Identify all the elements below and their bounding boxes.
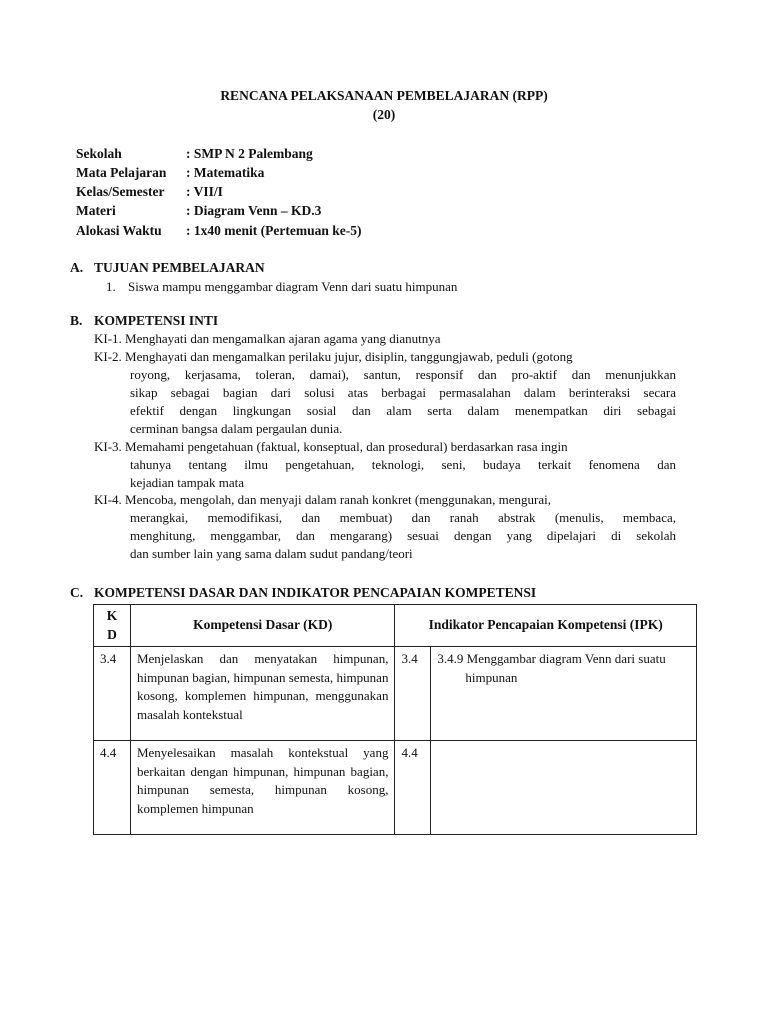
section-number: B.	[70, 313, 83, 328]
ki-3-first-line: KI-3. Memahami pengetahuan (faktual, konseptual, dan prosedural) berdasarkan rasa ingin	[94, 439, 568, 454]
table-header-row	[94, 605, 697, 647]
table-row	[94, 647, 697, 741]
info-value: : Diagram Venn – KD.3	[186, 203, 322, 218]
info-value: : Matematika	[186, 165, 265, 180]
section-title: KOMPETENSI DASAR DAN INDIKATOR PENCAPAIAN KOMPETENSI	[94, 585, 537, 600]
document-title: RENCANA PELAKSANAAN PEMBELAJARAN (RPP)	[220, 88, 548, 103]
header-ipk: Indikator Pencapaian Kompetensi (IPK)	[395, 605, 697, 647]
ki-1: KI-1. Menghayati dan mengamalkan ajaran agama yang dianutnya	[94, 331, 441, 346]
ki-4-line: menghitung, menggambar, dan mengarang) sesuai dengan yang dipelajari di sekolah	[130, 528, 676, 543]
info-value: : 1x40 menit (Pertemuan ke-5)	[186, 223, 362, 238]
list-text: Siswa mampu menggambar diagram Venn dari suatu himpunan	[128, 279, 458, 294]
ki-2-first-line: KI-2. Menghayati dan mengamalkan perilaku jujur, disiplin, tanggungjawab, peduli (gotong	[94, 349, 573, 364]
section-number: A.	[70, 260, 84, 275]
ipk-text: 3.4.9 Menggambar diagram Venn dari suatu himpunan	[437, 651, 666, 685]
info-value: : VII/I	[186, 184, 223, 199]
info-value: : SMP N 2 Palembang	[186, 146, 313, 161]
info-label: Materi	[76, 203, 116, 218]
section-c-heading	[70, 585, 536, 601]
ki-2-line: cerminan bangsa dalam pergaulan dunia.	[130, 421, 343, 436]
section-a-heading	[70, 260, 265, 276]
kd-ipk-table	[93, 604, 697, 835]
section-b-heading	[70, 313, 218, 329]
cell-ipk	[431, 741, 697, 835]
ki-4-first-line: KI-4. Mencoba, mengolah, dan menyaji dalam ranah konkret (menggunakan, mengurai,	[94, 492, 552, 507]
ki-2-line: sikap sebagai bagian dari solusi atas berbagai permasalahan dalam berinteraksi secara	[130, 385, 676, 400]
section-number: C.	[70, 585, 84, 600]
cell-kd-description: Menyelesaikan masalah kontekstual yang berkaitan dengan himpunan, himpunan bagian, himpunan semesta, himpunan kosong, komplemen himpunan	[130, 741, 394, 835]
table-row	[94, 741, 697, 835]
cell-ipk-kd: 3.4	[395, 647, 431, 741]
section-title: TUJUAN PEMBELAJARAN	[94, 260, 265, 275]
ki-2-line: royong, kerjasama, toleran, damai), santun, responsif dan pro-aktif dan menunjukkan	[130, 367, 676, 382]
info-label: Kelas/Semester	[76, 184, 165, 199]
ki-4-line: dan sumber lain yang sama dalam sudut pandang/teori	[130, 546, 413, 561]
cell-ipk	[431, 647, 697, 741]
header-kd-letter: K	[106, 608, 118, 623]
header-kd-letter: D	[107, 626, 117, 642]
header-kompetensi-dasar: Kompetensi Dasar (KD)	[130, 605, 394, 647]
info-label: Mata Pelajaran	[76, 165, 167, 180]
document-subtitle: (20)	[372, 107, 396, 122]
info-label: Sekolah	[76, 146, 122, 161]
ki-3-line: tahunya tentang ilmu pengetahuan, teknologi, seni, budaya terkait fenomena dan	[130, 457, 676, 472]
info-label: Alokasi Waktu	[76, 223, 162, 238]
section-title: KOMPETENSI INTI	[94, 313, 219, 328]
cell-kd-description: Menjelaskan dan menyatakan himpunan, himpunan bagian, himpunan semesta, himpunan kosong, komplemen himpunan, menggunakan masalah kontekstual	[130, 647, 394, 741]
cell-kd: 4.4	[94, 741, 131, 835]
list-number: 1.	[106, 279, 116, 294]
ki-2-line: efektif dengan lingkungan sosial dan alam serta dalam menempatkan diri sebagai	[130, 403, 676, 418]
ki-3-line: kejadian tampak mata	[130, 475, 245, 490]
list-item	[106, 278, 686, 296]
cell-kd: 3.4	[94, 647, 131, 741]
cell-ipk-kd: 4.4	[395, 741, 431, 835]
ki-4-line: merangkai, memodifikasi, dan membuat) dan ranah abstrak (menulis, membaca,	[130, 510, 676, 525]
header-kd	[94, 605, 131, 647]
